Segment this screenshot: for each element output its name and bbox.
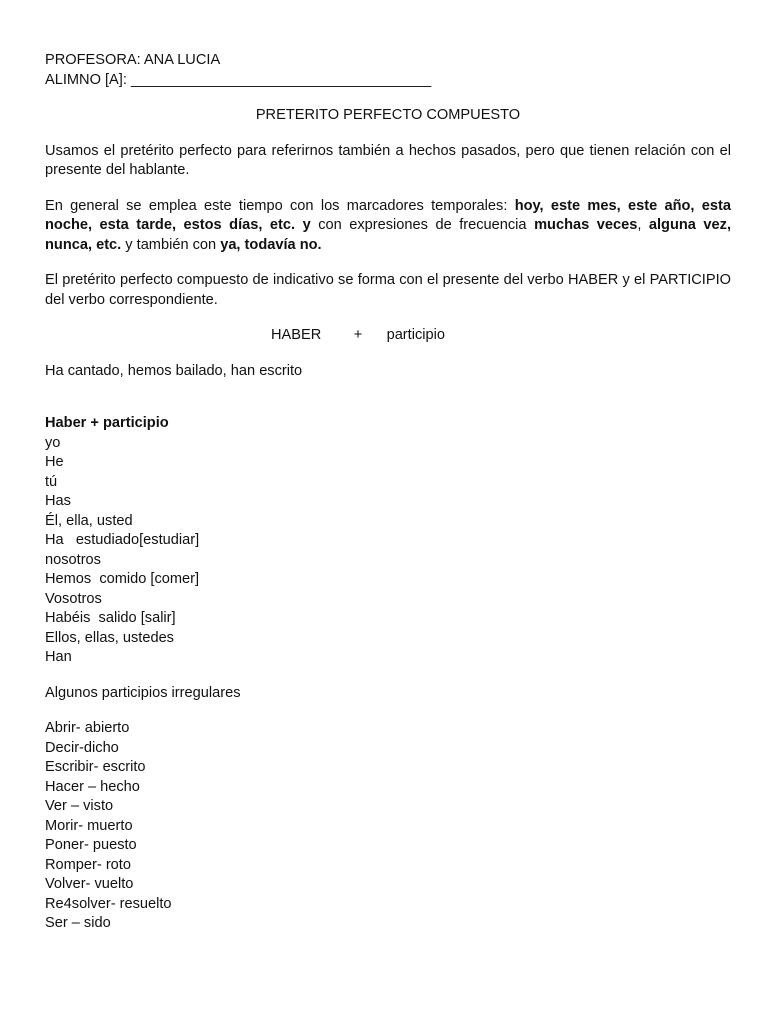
irregulares-heading: Algunos participios irregulares <box>45 684 241 701</box>
paragraph-formation: El pretérito perfecto compuesto de indicativo se forma con el presente del verbo HABER y el PARTICIPIO del verbo correspondiente. <box>45 272 731 308</box>
list-item: Hemos comido [comer] <box>45 571 200 587</box>
teacher-name: PROFESORA: ANA LUCIA <box>45 52 221 68</box>
bold-markers: hoy, este mes, este año, esta noche, esta tarde, estos días, etc. y <box>45 197 731 233</box>
formula-haber: HABER <box>271 327 322 343</box>
list-item: yo <box>45 434 61 451</box>
list-item: Escribir- escrito <box>45 759 146 775</box>
bold-frequency-1: muchas veces <box>534 217 638 233</box>
list-item: Él, ella, usted <box>45 512 133 529</box>
list-item: Abrir- abierto <box>45 720 130 736</box>
list-item: Volver- vuelto <box>45 876 134 892</box>
document-title: PRETERITO PERFECTO COMPUESTO <box>255 107 521 123</box>
list-item: Hacer – hecho <box>45 778 140 795</box>
bold-ya-todavia: ya, todavía no. <box>220 236 322 253</box>
text: con expresiones de frecuencia <box>310 217 535 233</box>
text: , <box>637 217 649 233</box>
list-item: Vosotros <box>45 590 102 607</box>
formula-plus: + <box>353 327 363 343</box>
list-item: Has <box>45 493 71 509</box>
list-item: Ser – sido <box>45 915 111 931</box>
list-item: Ellos, ellas, ustedes <box>45 629 174 646</box>
formula-participio: participio <box>386 327 445 343</box>
list-item: He <box>45 454 64 470</box>
formula <box>45 326 731 346</box>
bold-frequency-2: alguna vez, nunca, etc. <box>45 217 732 253</box>
examples-line: Ha cantado, hemos bailado, han escrito <box>45 362 303 379</box>
document-page <box>45 51 731 934</box>
student-name-field: ALIMNO [A]: _____________________________________ <box>45 71 432 88</box>
paragraph-intro: Usamos el pretérito perfecto para referirnos también a hechos pasados, pero que tienen relación con el presente del hablante. <box>45 142 731 178</box>
conjugation-list <box>45 434 731 668</box>
list-item: Romper- roto <box>45 856 131 873</box>
list-item: Decir-dicho <box>45 739 119 756</box>
conjugation-heading: Haber + participio <box>45 415 169 431</box>
list-item: Ver – visto <box>45 798 114 814</box>
list-item: Morir- muerto <box>45 817 133 834</box>
list-item: Habéis salido [salir] <box>45 610 176 626</box>
list-item: Ha estudiado[estudiar] <box>45 532 200 548</box>
list-item: tú <box>45 473 58 490</box>
text: y también con <box>121 236 221 253</box>
irregulares-list <box>45 719 731 934</box>
paragraph-markers <box>45 197 731 256</box>
list-item: Poner- puesto <box>45 837 137 853</box>
list-item: Re4solver- resuelto <box>45 895 172 912</box>
list-item: nosotros <box>45 551 101 568</box>
list-item: Han <box>45 649 72 665</box>
text: En general se emplea este tiempo con los marcadores temporales: <box>45 197 515 214</box>
